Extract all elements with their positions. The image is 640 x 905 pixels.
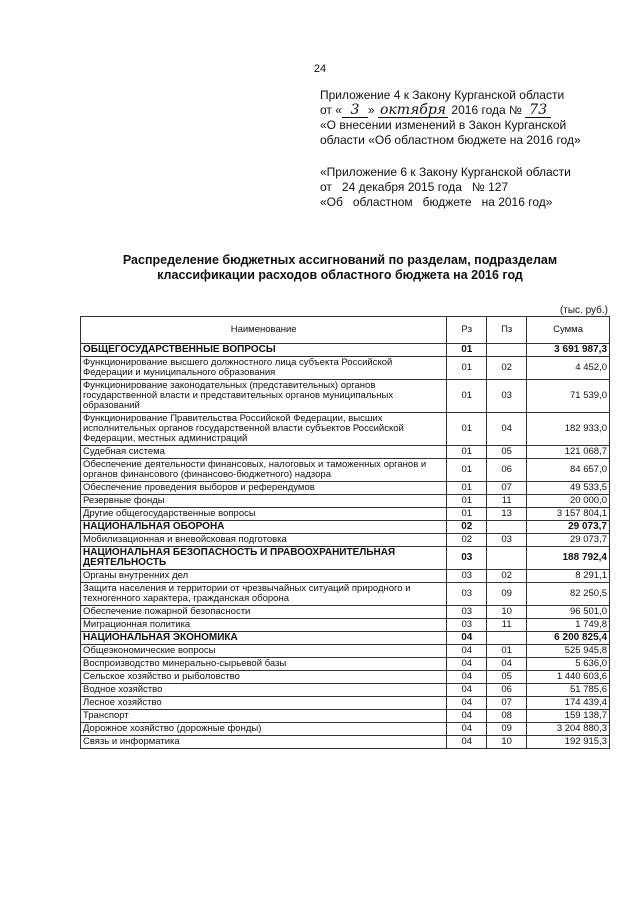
table-header-row <box>81 317 610 344</box>
table-row <box>81 508 610 521</box>
row-name: Водное хозяйство <box>81 684 447 697</box>
table-row <box>81 459 610 482</box>
row-sum: 20 000,0 <box>527 495 610 508</box>
row-pz: 10 <box>487 736 527 749</box>
row-sum: 6 200 825,4 <box>527 632 610 645</box>
row-sum: 4 452,0 <box>527 357 610 380</box>
table-row <box>81 495 610 508</box>
page-number: 24 <box>313 63 327 75</box>
appendix-date-line <box>320 103 620 118</box>
row-rz: 01 <box>447 508 487 521</box>
table-body <box>81 344 610 749</box>
row-pz: 11 <box>487 619 527 632</box>
row-pz: 02 <box>487 357 527 380</box>
budget-table <box>80 316 610 749</box>
row-sum: 174 439,4 <box>527 697 610 710</box>
row-pz: 06 <box>487 684 527 697</box>
row-pz: 01 <box>487 645 527 658</box>
table-row <box>81 482 610 495</box>
row-pz: 07 <box>487 697 527 710</box>
row-pz: 13 <box>487 508 527 521</box>
row-rz: 04 <box>447 658 487 671</box>
row-pz: 09 <box>487 723 527 736</box>
table-row <box>81 521 610 534</box>
row-name: ОБЩЕГОСУДАРСТВЕННЫЕ ВОПРОСЫ <box>81 344 447 357</box>
header-rz: Рз <box>447 317 487 344</box>
table-row <box>81 380 610 413</box>
row-sum: 96 501,0 <box>527 606 610 619</box>
appendix-line-3: «О внесении изменений в Закон Курганской <box>320 118 567 132</box>
appendix-header <box>320 88 620 148</box>
row-pz: 03 <box>487 380 527 413</box>
row-pz: 08 <box>487 710 527 723</box>
row-rz: 01 <box>447 495 487 508</box>
row-rz: 04 <box>447 710 487 723</box>
row-sum: 1 440 603,6 <box>527 671 610 684</box>
row-name: Транспорт <box>81 710 447 723</box>
row-rz: 01 <box>447 380 487 413</box>
table-row <box>81 684 610 697</box>
table-row <box>81 710 610 723</box>
table-row <box>81 658 610 671</box>
row-pz <box>487 344 527 357</box>
table-row <box>81 534 610 547</box>
table-row <box>81 671 610 684</box>
row-rz: 03 <box>447 570 487 583</box>
header-sum: Сумма <box>527 317 610 344</box>
title-line-1: Распределение бюджетных ассигнований по разделам, подразделам <box>122 253 558 267</box>
appendix-line-1: Приложение 4 к Закону Курганской области <box>320 88 565 102</box>
row-pz: 05 <box>487 671 527 684</box>
row-name: Дорожное хозяйство (дорожные фонды) <box>81 723 447 736</box>
row-sum: 8 291,1 <box>527 570 610 583</box>
row-pz: 10 <box>487 606 527 619</box>
row-sum: 84 657,0 <box>527 459 610 482</box>
document-title <box>80 253 600 283</box>
header-name: Наименование <box>81 317 447 344</box>
handwritten-month: октября <box>379 102 447 118</box>
row-name: Миграционная политика <box>81 619 447 632</box>
row-sum: 29 073,7 <box>527 534 610 547</box>
row-name: Другие общегосударственные вопросы <box>81 508 447 521</box>
row-rz: 03 <box>447 547 487 570</box>
row-name: Общеэкономические вопросы <box>81 645 447 658</box>
row-sum: 82 250,5 <box>527 583 610 606</box>
table-row <box>81 583 610 606</box>
row-rz: 01 <box>447 413 487 446</box>
row-rz: 02 <box>447 521 487 534</box>
table-row <box>81 344 610 357</box>
prev-appendix-line-2: от 24 декабря 2015 года № 127 <box>320 180 509 194</box>
row-rz: 04 <box>447 632 487 645</box>
table-row <box>81 357 610 380</box>
row-sum: 192 915,3 <box>527 736 610 749</box>
row-pz: 07 <box>487 482 527 495</box>
row-pz <box>487 547 527 570</box>
row-rz: 03 <box>447 619 487 632</box>
row-pz <box>487 632 527 645</box>
row-name: Мобилизационная и вневойсковая подготовка <box>81 534 447 547</box>
year-text: 2016 года № <box>451 103 522 117</box>
quote-close: » <box>367 103 375 117</box>
row-rz: 01 <box>447 459 487 482</box>
table-row <box>81 570 610 583</box>
row-pz: 09 <box>487 583 527 606</box>
row-name: НАЦИОНАЛЬНАЯ ОБОРОНА <box>81 521 447 534</box>
row-sum: 159 138,7 <box>527 710 610 723</box>
table-row <box>81 697 610 710</box>
row-name: Связь и информатика <box>81 736 447 749</box>
row-pz: 04 <box>487 413 527 446</box>
table-row <box>81 547 610 570</box>
row-sum: 121 068,7 <box>527 446 610 459</box>
row-pz: 11 <box>487 495 527 508</box>
row-sum: 3 204 880,3 <box>527 723 610 736</box>
row-rz: 01 <box>447 344 487 357</box>
row-sum: 5 636,0 <box>527 658 610 671</box>
row-pz: 06 <box>487 459 527 482</box>
handwritten-number: 73 <box>525 104 551 118</box>
row-name: Резервные фонды <box>81 495 447 508</box>
title-line-2: классификации расходов областного бюджета на 2016 год <box>157 268 523 282</box>
row-rz: 04 <box>447 645 487 658</box>
row-name: Органы внутренних дел <box>81 570 447 583</box>
row-sum: 51 785,6 <box>527 684 610 697</box>
from-label: от « <box>320 103 342 117</box>
row-sum: 29 073,7 <box>527 521 610 534</box>
row-rz: 01 <box>447 446 487 459</box>
row-name: Обеспечение проведения выборов и референдумов <box>81 482 447 495</box>
table-row <box>81 736 610 749</box>
row-rz: 04 <box>447 736 487 749</box>
row-rz: 02 <box>447 534 487 547</box>
appendix-line-4: области «Об областном бюджете на 2016 год» <box>320 133 581 147</box>
row-name: Обеспечение деятельности финансовых, налоговых и таможенных органов и органов финансового (финансово-бюджетного) надзора <box>81 459 447 482</box>
table-row <box>81 619 610 632</box>
prev-appendix-line-1: «Приложение 6 к Закону Курганской области <box>320 165 571 179</box>
row-sum: 3 157 804,1 <box>527 508 610 521</box>
row-rz: 01 <box>447 482 487 495</box>
row-name: Функционирование высшего должностного лица субъекта Российской Федерации и муниципального образования <box>81 357 447 380</box>
row-name: Обеспечение пожарной безопасности <box>81 606 447 619</box>
row-sum: 188 792,4 <box>527 547 610 570</box>
row-pz <box>487 521 527 534</box>
units-label: (тыс. руб.) <box>559 305 608 316</box>
row-sum: 3 691 987,3 <box>527 344 610 357</box>
row-sum: 71 539,0 <box>527 380 610 413</box>
row-sum: 1 749,8 <box>527 619 610 632</box>
row-name: Воспроизводство минерально-сырьевой базы <box>81 658 447 671</box>
row-sum: 525 945,8 <box>527 645 610 658</box>
row-sum: 182 933,0 <box>527 413 610 446</box>
row-name: Судебная система <box>81 446 447 459</box>
prev-appendix-line-3: «Об областном бюджете на 2016 год» <box>320 195 553 209</box>
row-name: Лесное хозяйство <box>81 697 447 710</box>
row-sum: 49 533,5 <box>527 482 610 495</box>
row-name: Функционирование Правительства Российской Федерации, высших исполнительных органов государственной власти субъектов Российской Федерации, местных администраций <box>81 413 447 446</box>
row-name: НАЦИОНАЛЬНАЯ ЭКОНОМИКА <box>81 632 447 645</box>
handwritten-day: 3 <box>342 104 368 118</box>
row-name: НАЦИОНАЛЬНАЯ БЕЗОПАСНОСТЬ И ПРАВООХРАНИТЕЛЬНАЯ ДЕЯТЕЛЬНОСТЬ <box>81 547 447 570</box>
table-row <box>81 413 610 446</box>
row-rz: 04 <box>447 723 487 736</box>
table-row <box>81 446 610 459</box>
table-row <box>81 606 610 619</box>
row-name: Защита населения и территории от чрезвычайных ситуаций природного и техногенного характера, гражданская оборона <box>81 583 447 606</box>
row-pz: 02 <box>487 570 527 583</box>
row-name: Функционирование законодательных (представительных) органов государственной власти и представительных органов муниципальных образований <box>81 380 447 413</box>
table-row <box>81 632 610 645</box>
previous-appendix-header <box>320 165 620 210</box>
row-rz: 04 <box>447 697 487 710</box>
row-rz: 04 <box>447 684 487 697</box>
row-pz: 04 <box>487 658 527 671</box>
header-pz: Пз <box>487 317 527 344</box>
row-name: Сельское хозяйство и рыболовство <box>81 671 447 684</box>
row-rz: 03 <box>447 606 487 619</box>
row-rz: 04 <box>447 671 487 684</box>
row-pz: 03 <box>487 534 527 547</box>
row-rz: 01 <box>447 357 487 380</box>
row-pz: 05 <box>487 446 527 459</box>
row-rz: 03 <box>447 583 487 606</box>
table-row <box>81 723 610 736</box>
table-row <box>81 645 610 658</box>
